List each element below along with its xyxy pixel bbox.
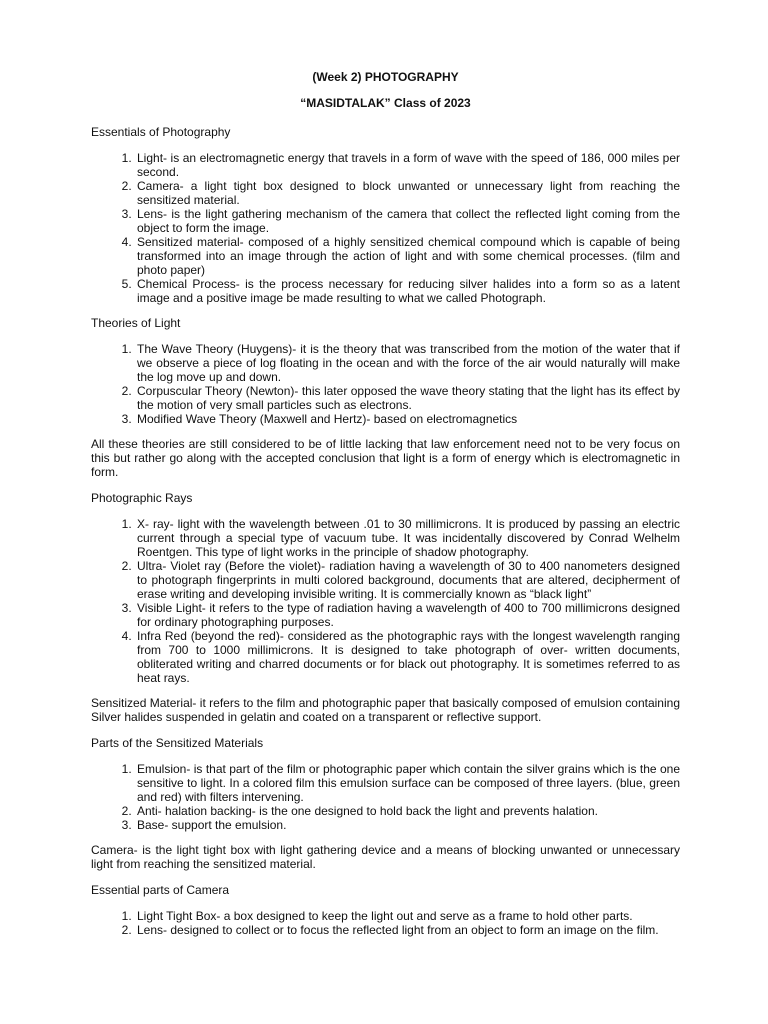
list-item: 3. Visible Light- it refers to the type of radiation having a wavelength of 400 to 700 millimicrons designed for ordinary photographing purposes.: [135, 601, 680, 629]
list-item: 3. Lens- is the light gathering mechanism of the camera that collect the reflected light coming from the object to form the image.: [135, 207, 680, 235]
list-item: 1. The Wave Theory (Huygens)- it is the theory that was transcribed from the motion of the water that if we observe a piece of log floating in the ocean and with the force of the air would naturally will make the log move up and down.: [135, 342, 680, 384]
list-item: 4. Sensitized material- composed of a highly sensitized chemical compound which is capable of being transformed into an image through the action of light and with some chemical processes. (film and photo paper): [135, 235, 680, 277]
list-item: 2. Camera- a light tight box designed to block unwanted or unnecessary light from reaching the sensitized material.: [135, 179, 680, 207]
camera-parts-list: [91, 909, 680, 937]
rays-list: [91, 517, 680, 685]
list-item: 1. Light- is an electromagnetic energy that travels in a form of wave with the speed of 186, 000 miles per second.: [135, 151, 680, 179]
list-item: 1. Light Tight Box- a box designed to keep the light out and serve as a frame to hold other parts.: [135, 909, 680, 923]
document-title: (Week 2) PHOTOGRAPHY: [312, 70, 459, 84]
list-item: 2. Anti- halation backing- is the one designed to hold back the light and prevents halation.: [135, 804, 680, 818]
list-item: 5. Chemical Process- is the process necessary for reducing silver halides into a form so as a latent image and a positive image be made resulting to what we called Photograph.: [135, 277, 680, 305]
section-heading-theories: Theories of Light: [91, 316, 181, 330]
list-item: 4. Infra Red (beyond the red)- considered as the photographic rays with the longest wavelength ranging from 700 to 1000 millimicrons. It is designed to take photograph of over- written documents, obliterated writing and charred documents or for black out photography. It is sometimes referred to as heat rays.: [135, 629, 680, 685]
theories-list: [91, 342, 680, 426]
sensitized-material-paragraph: Sensitized Material- it refers to the film and photographic paper that basically composed of emulsion containing Silver halides suspended in gelatin and coated on a transparent or reflective support.: [91, 696, 680, 724]
list-item: 2. Ultra- Violet ray (Before the violet)- radiation having a wavelength of 30 to 400 nanometers designed to photograph fingerprints in multi colored background, documents that are altered, decipherment of erase writing and developing invisible writing. It is commercially known as “black light”: [135, 559, 680, 601]
camera-definition-paragraph: Camera- is the light tight box with light gathering device and a means of blocking unwanted or unnecessary light from reaching the sensitized material.: [91, 843, 680, 871]
section-heading-essentials: Essentials of Photography: [91, 125, 231, 139]
list-item: 2. Corpuscular Theory (Newton)- this later opposed the wave theory stating that the light has its effect by the motion of very small particles such as electrons.: [135, 384, 680, 412]
list-item: 3. Base- support the emulsion.: [135, 818, 680, 832]
sensitized-parts-list: [91, 762, 680, 832]
list-item: 1. Emulsion- is that part of the film or photographic paper which contain the silver grains which is the one sensitive to light. In a colored film this emulsion surface can be composed of three layers. (blue, green and red) with filters intervening.: [135, 762, 680, 804]
section-heading-camera-parts: Essential parts of Camera: [91, 883, 230, 897]
list-item: 2. Lens- designed to collect or to focus the reflected light from an object to form an image on the film.: [135, 923, 680, 937]
section-heading-parts-sensitized: Parts of the Sensitized Materials: [91, 736, 264, 750]
list-item: 3. Modified Wave Theory (Maxwell and Hertz)- based on electromagnetics: [135, 412, 680, 426]
document-subtitle: “MASIDTALAK” Class of 2023: [300, 96, 471, 110]
theories-summary-paragraph: All these theories are still considered to be of little lacking that law enforcement need not to be very focus on this but rather go along with the accepted conclusion that light is a form of energy which is electromagnetic in form.: [91, 437, 680, 479]
section-heading-photographic-rays: Photographic Rays: [91, 491, 193, 505]
essentials-list: [91, 151, 680, 305]
list-item: 1. X- ray- light with the wavelength between .01 to 30 millimicrons. It is produced by passing an electric current through a special type of vacuum tube. It was incidentally discovered by Conrad Welhelm Roentgen. This type of light works in the principle of shadow photography.: [135, 517, 680, 559]
